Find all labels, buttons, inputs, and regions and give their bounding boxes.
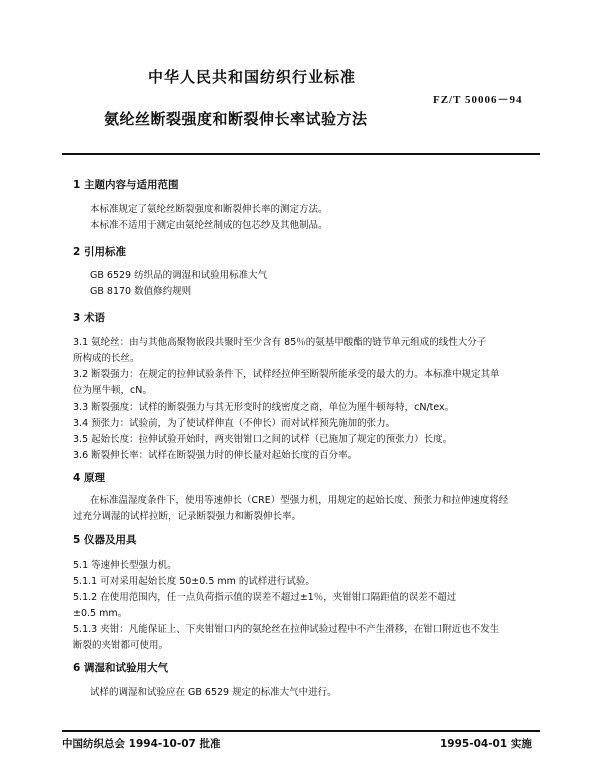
item-5-1-2-line-2: ±0.5 mm。 bbox=[73, 608, 128, 619]
section-1-heading: 1 主题内容与适用范围 bbox=[73, 179, 179, 191]
term-3-2-line-1: 3.2 断裂强力：在规定的拉伸试验条件下，试样经拉伸至断裂所能承受的最大的力。本标准中规定其单 bbox=[73, 369, 500, 380]
term-3-5: 3.5 起始长度：拉伸试验开始时，两夹钳钳口之间的试样（已施加了规定的预张力）长度。 bbox=[73, 434, 453, 445]
header-divider bbox=[62, 153, 540, 155]
reference-item: GB 6529 纺织品的调湿和试验用标准大气 bbox=[90, 270, 268, 281]
section-6-heading: 6 调湿和试验用大气 bbox=[73, 662, 168, 674]
term-3-2-line-2: 位为厘牛顿，cN。 bbox=[73, 385, 152, 396]
item-5-1-2-line-1: 5.1.2 在使用范围内，任一点负荷指示值的误差不超过±1％，夹钳钳口隔距值的误差不超过 bbox=[73, 592, 457, 603]
reference-item: GB 8170 数值修约规则 bbox=[90, 286, 192, 297]
section-3-heading: 3 术语 bbox=[73, 312, 105, 324]
principle-line-2: 过充分调湿的试样拉断，记录断裂强力和断裂伸长率。 bbox=[73, 511, 302, 522]
section-1-paragraph-2: 本标准不适用于测定由氨纶丝制成的包芯纱及其他制品。 bbox=[90, 220, 328, 231]
document-title: 氨纶丝断裂强度和断裂伸长率试验方法 bbox=[104, 110, 368, 128]
section-2-heading: 2 引用标准 bbox=[73, 246, 126, 258]
term-3-3: 3.3 断裂强度：试样的断裂强力与其无形变时的线密度之商，单位为厘牛顿每特，cN/tex。 bbox=[73, 402, 455, 413]
principle-line-1: 在标准温湿度条件下，使用等速伸长（CRE）型强力机，用规定的起始长度、预张力和拉伸速度将经 bbox=[90, 495, 509, 506]
section-4-heading: 4 原理 bbox=[73, 472, 105, 484]
standard-category-title: 中华人民共和国纺织行业标准 bbox=[148, 68, 357, 86]
approval-date: 中国纺织总会 1994-10-07 批准 bbox=[62, 738, 221, 750]
item-5-1: 5.1 等速伸长型强力机。 bbox=[73, 560, 177, 571]
footer-divider bbox=[62, 730, 540, 732]
term-3-1-line-1: 3.1 氨纶丝：由与其他高聚物嵌段共聚时至少含有 85％的氨基甲酸酯的链节单元组成的线性大分子 bbox=[73, 337, 487, 348]
term-3-1-line-2: 所构成的长丝。 bbox=[73, 353, 140, 364]
implementation-date: 1995-04-01 实施 bbox=[440, 738, 532, 750]
term-3-6: 3.6 断裂伸长率：试样在断裂强力时的伸长量对起始长度的百分率。 bbox=[73, 450, 358, 461]
section-6-paragraph: 试样的调湿和试验应在 GB 6529 规定的标准大气中进行。 bbox=[90, 687, 337, 698]
item-5-1-1: 5.1.1 可对采用起始长度 50±0.5 mm 的试样进行试验。 bbox=[73, 576, 315, 587]
item-5-1-3-line-1: 5.1.3 夹钳：凡能保证上、下夹钳钳口内的氨纶丝在拉伸试验过程中不产生滑移，在钳口附近也不发生 bbox=[73, 624, 500, 635]
term-3-4: 3.4 预张力：试验前，为了使试样伸直（不伸长）而对试样预先施加的张力。 bbox=[73, 418, 396, 429]
standard-number: FZ/T 50006－94 bbox=[433, 94, 523, 106]
section-5-heading: 5 仪器及用具 bbox=[73, 534, 137, 546]
section-1-paragraph-1: 本标准规定了氨纶丝断裂强度和断裂伸长率的测定方法。 bbox=[90, 204, 328, 215]
item-5-1-3-line-2: 断裂的夹钳都可使用。 bbox=[73, 640, 169, 651]
